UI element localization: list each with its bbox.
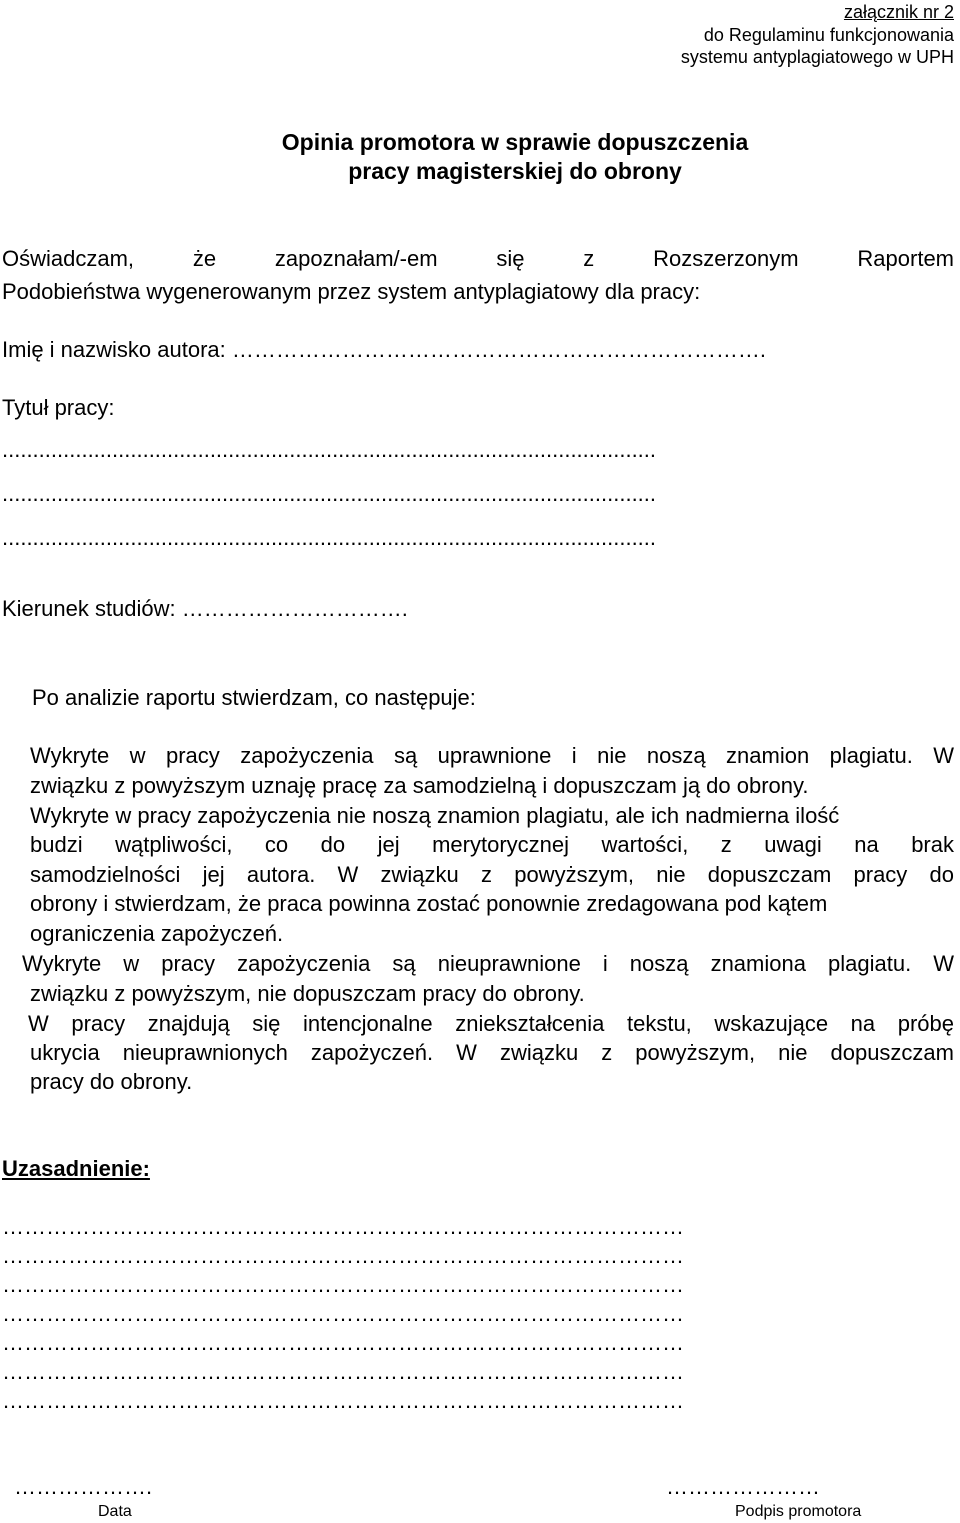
field-of-study	[2, 595, 408, 623]
declaration-line-1: Oświadczam, że zapoznałam/-em się z Rozszerzonym Raportem	[2, 246, 954, 271]
option-3-line-2: związku z powyższym, nie dopuszczam pracy do obrony.	[30, 981, 585, 1006]
option-4-line-1: W pracy znajdują się intencjonalne zniekształcenia tekstu, wskazujące na próbę	[28, 1011, 954, 1036]
declaration-line-2: Podobieństwa wygenerowanym przez system antyplagiatowy dla pracy:	[2, 279, 701, 304]
system-reference: systemu antyplagiatowego w UPH	[680, 47, 954, 67]
signature-dotted-line[interactable]: …………………	[666, 1474, 820, 1499]
justification-line-2[interactable]: …………………………………………………………………………………	[2, 1243, 684, 1268]
option-2-line-3: samodzielności jej autora. W związku z powyższym, nie dopuszczam pracy do	[30, 862, 954, 887]
option-4-line-3: pracy do obrony.	[30, 1069, 193, 1094]
document-title-line-1: Opinia promotora w sprawie dopuszczenia	[281, 129, 749, 155]
work-title-dotted-line-2[interactable]: ...........................................................................................................	[2, 481, 657, 506]
option-2-line-5: ograniczenia zapożyczeń.	[30, 921, 284, 946]
attachment-number: załącznik nr 2	[843, 2, 954, 22]
author-dotted-line[interactable]: ……………………………………………………………….	[231, 337, 767, 362]
option-1-line-2: związku z powyższym uznaję pracę za samodzielną i dopuszczam ją do obrony.	[30, 773, 809, 798]
option-4-line-2: ukrycia nieuprawnionych zapożyczeń. W związku z powyższym, nie dopuszczam	[30, 1040, 954, 1065]
justification-line-4[interactable]: …………………………………………………………………………………	[2, 1301, 684, 1326]
justification-line-5[interactable]: …………………………………………………………………………………	[2, 1330, 684, 1355]
justification-label: Uzasadnienie:	[2, 1156, 150, 1181]
justification-line-3[interactable]: …………………………………………………………………………………	[2, 1272, 684, 1297]
regulation-reference: do Regulaminu funkcjonowania	[703, 25, 954, 45]
signature-label: Podpis promotora	[735, 1503, 862, 1520]
author-label: Imię i nazwisko autora:	[2, 337, 226, 362]
option-1-line-1: Wykryte w pracy zapożyczenia są uprawnione i nie noszą znamion plagiatu. W	[30, 743, 954, 768]
option-2-line-2: budzi wątpliwości, co do jej merytorycznej wartości, z uwagi na brak	[30, 832, 954, 857]
option-2-line-4: obrony i stwierdzam, że praca powinna zostać ponownie zredagowana pod kątem	[30, 891, 828, 916]
option-3-line-1: Wykryte w pracy zapożyczenia są nieuprawnione i noszą znamiona plagiatu. W	[22, 951, 954, 976]
date-dotted-line[interactable]: ……………….	[14, 1474, 153, 1499]
analysis-intro: Po analizie raportu stwierdzam, co następuje:	[32, 685, 476, 710]
author-field	[2, 336, 766, 364]
justification-line-1[interactable]: …………………………………………………………………………………	[2, 1214, 684, 1239]
work-title-label: Tytuł pracy:	[2, 395, 115, 420]
field-of-study-label: Kierunek studiów:	[2, 596, 176, 621]
field-of-study-dotted-line[interactable]: ………………………….	[181, 596, 408, 621]
justification-line-7[interactable]: …………………………………………………………………………………	[2, 1388, 684, 1413]
work-title-dotted-line-1[interactable]: ...........................................................................................................	[2, 437, 657, 462]
date-label: Data	[98, 1503, 132, 1520]
work-title-dotted-line-3[interactable]: ...........................................................................................................	[2, 525, 657, 550]
justification-line-6[interactable]: …………………………………………………………………………………	[2, 1359, 684, 1384]
document-title-line-2: pracy magisterskiej do obrony	[348, 158, 682, 184]
option-2-line-1: Wykryte w pracy zapożyczenia nie noszą znamion plagiatu, ale ich nadmierna ilość	[30, 803, 840, 828]
